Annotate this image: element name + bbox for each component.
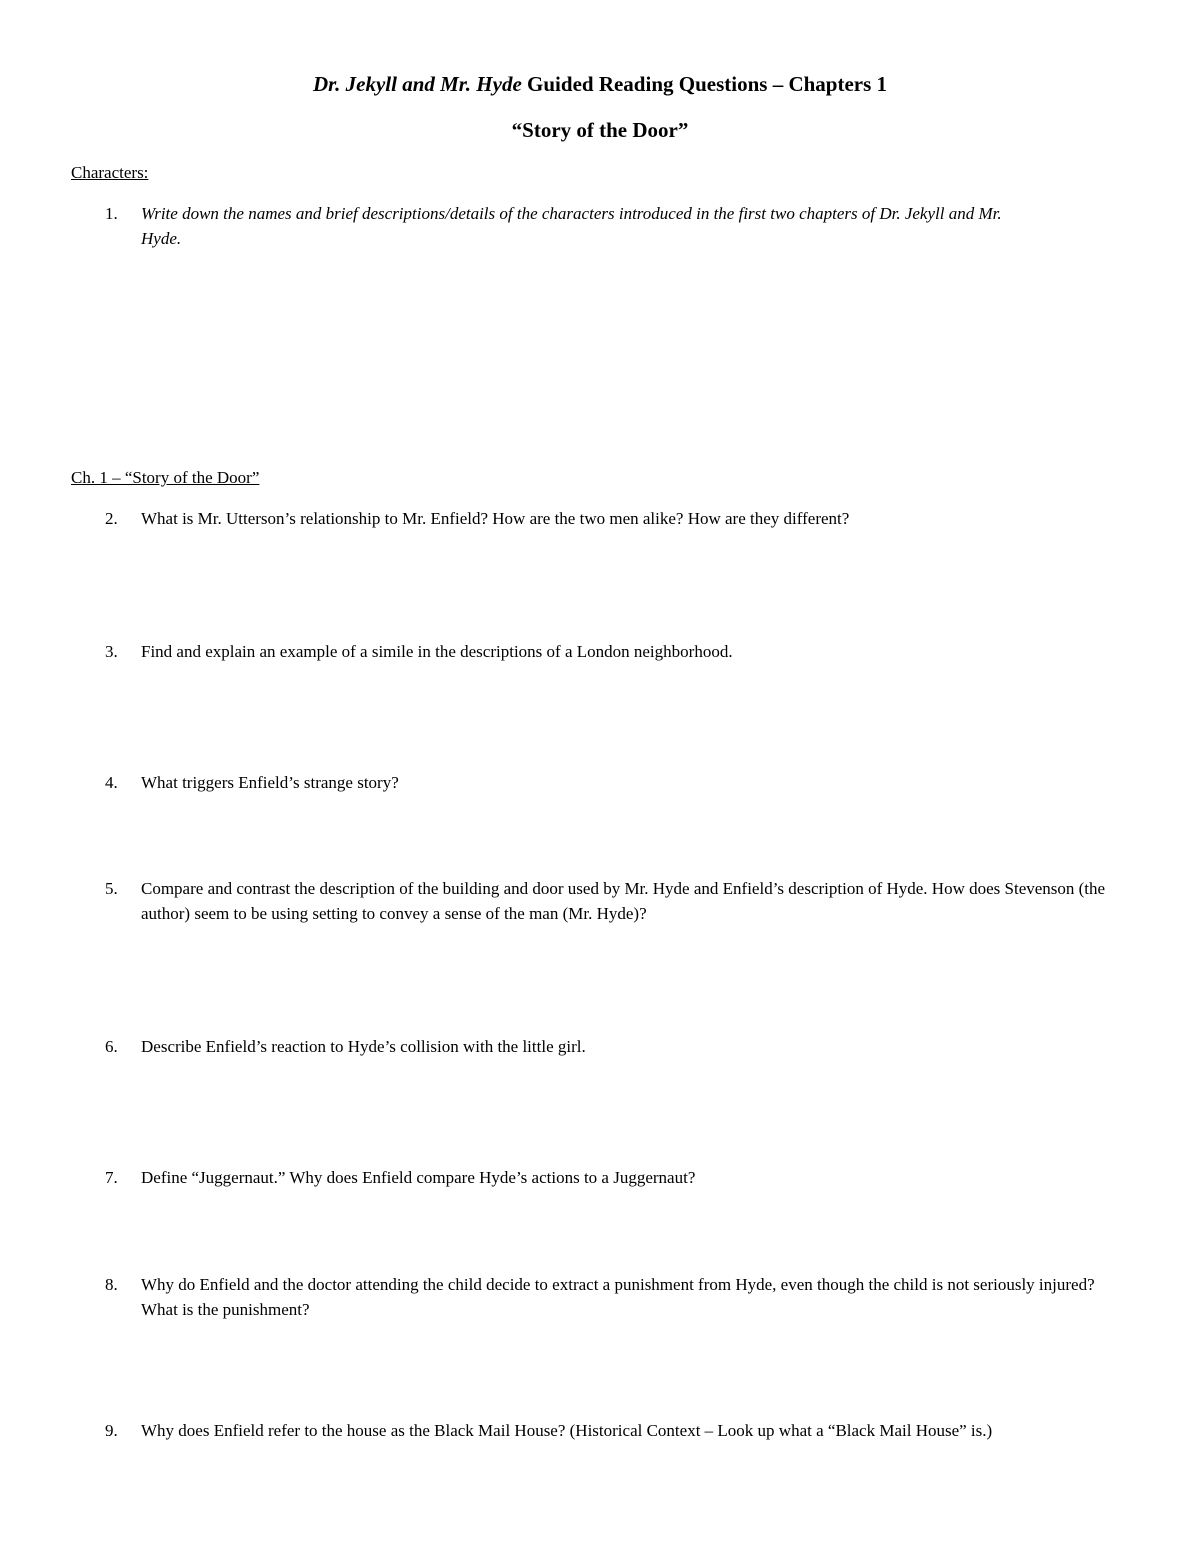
page-subtitle: “Story of the Door” xyxy=(511,118,689,142)
question-text: Find and explain an example of a simile in the descriptions of a London neighborhood. xyxy=(141,642,733,661)
question-text: Describe Enfield’s reaction to Hyde’s collision with the little girl. xyxy=(141,1037,586,1056)
question-9 xyxy=(105,1418,1145,1443)
question-text: Define “Juggernaut.” Why does Enfield compare Hyde’s actions to a Juggernaut? xyxy=(141,1168,696,1187)
question-2 xyxy=(105,506,1115,531)
title-book-name: Dr. Jekyll and Mr. Hyde xyxy=(312,72,522,96)
question-number: 1. xyxy=(105,204,118,223)
page-title xyxy=(0,72,1200,97)
question-number: 3. xyxy=(105,642,118,661)
question-text: What triggers Enfield’s strange story? xyxy=(141,773,399,792)
section-heading-characters: Characters: xyxy=(71,163,149,182)
question-1 xyxy=(105,201,1005,251)
question-number: 6. xyxy=(105,1037,118,1056)
question-text: Write down the names and brief descriptions/details of the characters introduced in the first two chapters of Dr. Jekyll and Mr. Hyde. xyxy=(141,204,1002,248)
question-6 xyxy=(105,1034,1115,1059)
question-number: 7. xyxy=(105,1168,118,1187)
section-heading-chapter-1: Ch. 1 – “Story of the Door” xyxy=(71,468,260,487)
question-5 xyxy=(105,876,1115,926)
question-text: What is Mr. Utterson’s relationship to Mr. Enfield? How are the two men alike? How are they different? xyxy=(141,509,850,528)
title-rest: Guided Reading Questions – Chapters 1 xyxy=(521,72,888,96)
question-4 xyxy=(105,770,1115,795)
question-number: 5. xyxy=(105,879,118,898)
question-text: Why do Enfield and the doctor attending the child decide to extract a punishment from Hyde, even though the child is not seriously injured? What is the punishment? xyxy=(141,1275,1095,1319)
question-number: 2. xyxy=(105,509,118,528)
question-3 xyxy=(105,639,1115,664)
question-number: 4. xyxy=(105,773,118,792)
question-text: Why does Enfield refer to the house as the Black Mail House? (Historical Context – Look up what a “Black Mail House” is.) xyxy=(141,1421,993,1440)
question-text: Compare and contrast the description of the building and door used by Mr. Hyde and Enfield’s description of Hyde. How does Stevenson (the author) seem to be using setting to convey a sense of the man (Mr. Hyde)? xyxy=(141,879,1106,923)
question-number: 8. xyxy=(105,1275,118,1294)
question-7 xyxy=(105,1165,1115,1190)
question-8 xyxy=(105,1272,1115,1322)
question-number: 9. xyxy=(105,1421,118,1440)
